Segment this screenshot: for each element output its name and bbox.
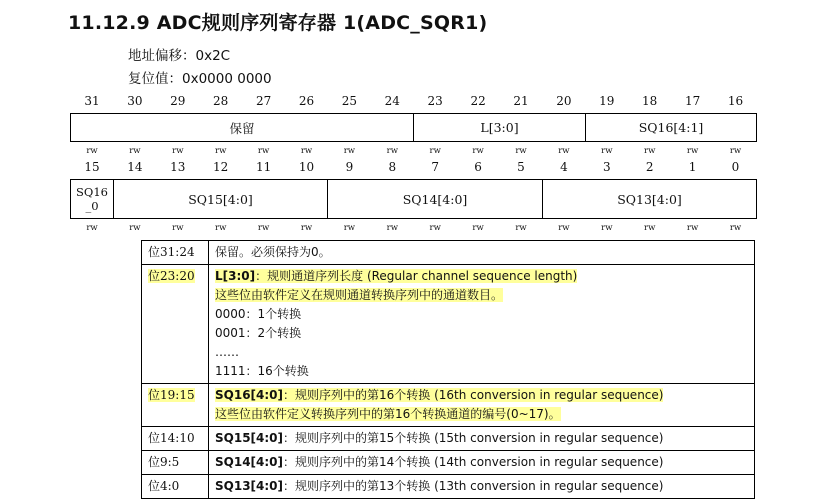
access-type: rw [558,223,570,233]
row-bits-label: 位23:20 [148,269,195,283]
field-heading [215,388,663,402]
value-option: 0001：2个转换 [215,326,302,340]
access-type: rw [386,223,398,233]
value-ellipsis: …… [215,345,239,359]
access-type: rw [729,146,742,156]
access-type: rw [558,146,570,156]
bit-number: 13 [170,160,186,174]
register-upper-half [70,113,757,142]
access-type: rw [429,146,441,156]
table-row [142,475,755,499]
access-type: rw [472,146,484,156]
bit-number: 3 [602,160,611,174]
row-bits-label: 位19:15 [148,388,195,402]
access-type: rw [429,223,441,233]
reset-value: 复位值：0x0000 0000 [128,71,272,87]
access-type: rw [215,146,227,156]
field-sq14: SQ14[4:0] [328,180,543,218]
access-type: rw [86,146,98,156]
access-type: rw [686,146,699,156]
row-desc [209,384,755,427]
row-bits: 位4:0 [142,475,209,499]
field-name: SQ14[4:0] [215,455,284,469]
access-type: rw [86,223,98,233]
field-sq16-lo-line1: SQ16 [76,185,108,199]
row-desc [209,451,755,475]
field-title: ：规则序列中的第13个转换 (13th conversion in regular sequence) [283,479,664,493]
access-type: rw [515,223,527,233]
access-type: rw [644,223,656,233]
table-row [142,451,755,475]
access-type: rw [257,146,270,156]
bit-number: 19 [599,94,615,108]
field-title: ：规则通道序列长度 (Regular channel sequence length) [255,269,578,283]
access-type: rw [386,146,398,156]
field-description: 这些位由软件定义在规则通道转换序列中的通道数目。 [215,288,504,302]
register-lower-half [70,179,757,219]
value-option: 1111：16个转换 [215,364,309,378]
bit-number: 8 [388,160,397,174]
field-sq16-lo-line2: _0 [85,199,99,213]
bit-number: 26 [298,94,315,108]
access-type: rw [644,146,656,156]
field-description: 这些位由软件定义转换序列中的第16个转换通道的编号(0~17)。 [215,407,561,421]
row-bits: 位31:24 [142,241,209,265]
field-heading [215,269,577,283]
access-type: rw [472,223,484,233]
bit-number: 18 [642,94,658,108]
address-offset: 地址偏移：0x2C [128,48,231,64]
bit-number: 2 [645,160,654,174]
access-type: rw [257,223,270,233]
bit-number: 4 [560,160,568,174]
bit-number: 6 [474,160,482,174]
reserved-text: 保留。必须保持为0。 [215,245,331,259]
bit-description-table [141,240,755,499]
access-type: rw [129,146,141,156]
bit-number: 0 [731,160,740,174]
bit-number: 15 [84,160,100,174]
row-bits: 位14:10 [142,427,209,451]
section-title: 11.12.9 ADC规则序列寄存器 1(ADC_SQR1) [68,12,488,34]
row-bits: 位9:5 [142,451,209,475]
access-type: rw [729,223,742,233]
field-title: ：规则序列中的第16个转换 (16th conversion in regular sequence) [283,388,664,402]
table-row [142,241,755,265]
bit-number: 28 [213,94,229,108]
bit-number: 30 [127,94,143,108]
table-row [142,427,755,451]
bit-number: 1 [688,160,697,174]
bit-number: 25 [341,94,358,108]
bit-number: 23 [427,94,443,108]
row-desc [209,265,755,384]
table-row [142,265,755,384]
value-option: 0000：1个转换 [215,307,302,321]
bit-number: 7 [431,160,439,174]
bit-number: 31 [84,94,100,108]
bit-number: 21 [513,94,529,108]
field-title: ：规则序列中的第14个转换 (14th conversion in regular sequence) [283,455,664,469]
field-reserved: 保留 [71,114,414,141]
field-sq16-hi: SQ16[4:1] [638,120,704,135]
bit-number: 9 [345,160,354,174]
bit-number: 27 [255,94,272,108]
field-l: L[3:0] [414,114,586,141]
field-name: SQ16[4:0] [215,388,284,402]
bit-number: 14 [127,160,143,174]
bit-number: 22 [470,94,486,108]
access-type: rw [601,146,613,156]
bit-number: 29 [170,94,186,108]
field-sq15: SQ15[4:0] [114,180,328,218]
access-type: rw [172,223,184,233]
bit-number: 24 [384,94,400,108]
row-desc [209,241,755,265]
access-type: rw [300,146,313,156]
field-title: ：规则序列中的第15个转换 (15th conversion in regular sequence) [283,431,664,445]
access-type: rw [515,146,527,156]
bit-number: 16 [727,94,744,108]
access-type: rw [343,223,356,233]
row-desc [209,427,755,451]
row-desc [209,475,755,499]
bit-number: 20 [556,94,572,108]
row-bits [142,265,209,384]
field-name: L[3:0] [215,269,256,283]
access-type: rw [343,146,356,156]
field-name: SQ15[4:0] [215,431,284,445]
access-type: rw [129,223,141,233]
field-sq13: SQ13[4:0] [617,191,682,207]
access-type: rw [601,223,613,233]
access-type: rw [172,146,184,156]
bit-number: 11 [255,160,272,174]
access-type: rw [300,223,313,233]
field-name: SQ13[4:0] [215,479,284,493]
access-type: rw [215,223,227,233]
bit-number: 17 [684,94,701,108]
table-row [142,384,755,427]
field-sq16-lo [71,180,114,218]
access-type: rw [686,223,699,233]
bit-number: 10 [298,160,315,174]
bit-number: 12 [213,160,229,174]
row-bits [142,384,209,427]
bit-number: 5 [517,160,525,174]
